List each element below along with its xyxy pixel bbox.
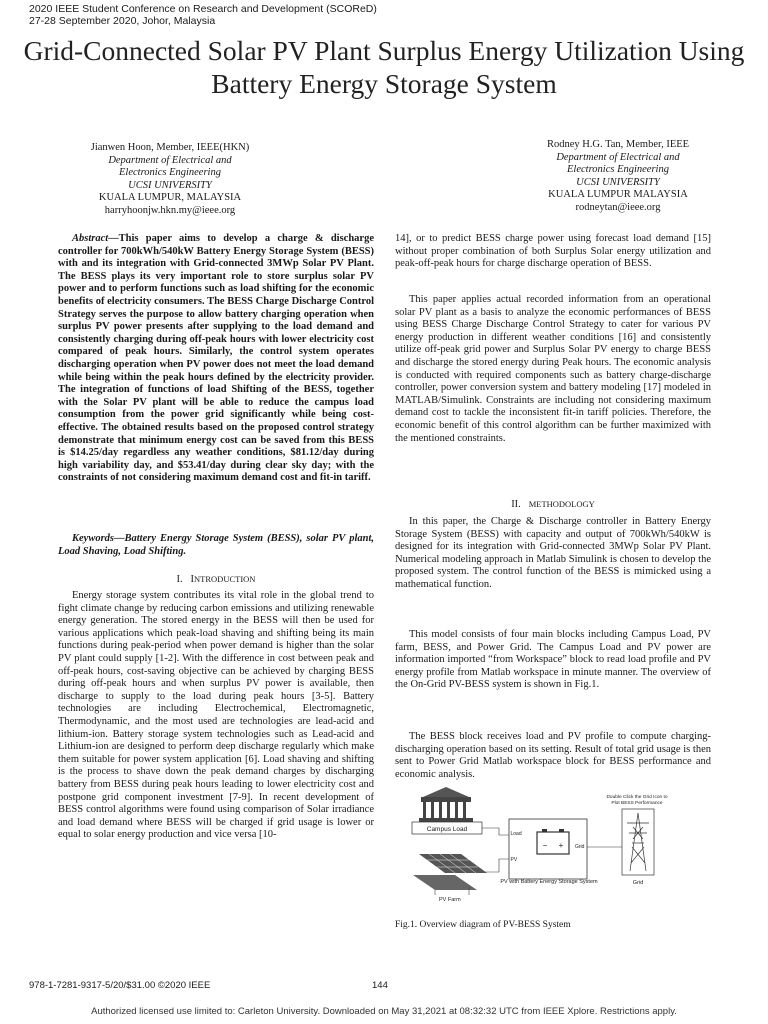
introduction-text: Energy storage system contributes its vital role in the global trend to fight climate change by reducing carbon emissions and utilizing renewable energy generation. The stored energy in the BESS will then be used for various applications which peak-load shaving and shifting being its main functions during peak-period when power demand is higher than the solar PV plant could supply [1-2]. With the difference in cost between peak and off-peak hours, cost-saving objective can be achieved by charging BESS during off-peak hours and when surplus PV power is available, then discharge to supply to the load during peak hours [3-5]. Battery technologies are including Electrochemical, Electromagnetic, Thermodynamic, and the most used are technologies are lead-acid and lithium-ion. Battery storage system technologies such as Lead-acid and Lithium-ion are designed to perform deep discharge regularly which make them suitable for power system application [6]. Load shaving and shifting is the process to shave down the peak demand charges by discharging battery from BESS during peak hours leading to lower electricity cost and postpone grid component investment [7-9]. In recent development of BESS control algorithms were found using comparison of Solar irradiance and load demand where BESS will be charged if grid usage is lower or equal to solar energy production and vice versa [10- [58,590,374,841]
campus-load-label: Campus Load [426,826,468,833]
grid-label: Grid [632,880,644,886]
author-location: KUALA LUMPUR MALAYSIA [548,189,688,200]
methodology-paragraph-3: The BESS block receives load and PV profile to compute charging-discharging operation based on its setting. Result of total grid usage is then sent to Power Grid Matlab workspace block for BESS performance and economic analysis. [395,731,711,780]
pv-port-label: PV [510,857,518,863]
author-location: KUALA LUMPUR, MALAYSIA [98,192,242,203]
figure-caption: Fig.1. Overview diagram of PV-BESS System [395,920,571,930]
abstract-body: —This paper aims to develop a charge & discharge controller for 700kWh/540kW Battery Energy Storage System (BESS) with and its integration with Grid-connected 3MWp Solar PV Plant. The BESS plays its very important role to store surplus solar PV power and to perform functions such as load shifting for the economic benefits of electricity consumers. The BESS Charge Discharge Control Strategy serves the purpose to allow battery charging operation when surplus PV power presents after supplying to the load demand and consistently charging during off-peak hours with lower electricity cost compared of peak hours. Similarly, the control system operates discharging operation when PV power does not meet the load demand while being within the peak hours defined by the electricity provider. The integration of functions of load Shifting of the BESS, together with the Solar PV plant will be able to reduce the campus load consumption from the power grid significantly while being cost-effective. The obtained results based on the proposed control strategy demonstrate that minimum energy cost can be saved from this BESS is $14.25/day regardless any weather conditions, $81.12/day during high variability day, and $53.41/day during clear sky day; with the constraints of not considering maximum demand cost and fit-in tariff. [58,233,374,484]
load-port-label: Load [510,831,522,837]
footer-isbn: 978-1-7281-9317-5/20/$31.00 ©2020 IEEE [29,980,211,991]
pv-farm-label: PV Farm [439,897,461,902]
battery-plus-sign: + [558,841,564,850]
methodology-paragraph-1: In this paper, the Charge & Discharge controller in Battery Energy Storage System (BESS) with capacity and output of 700kWh/540kW is designed for its integration with Grid-connected 3MWp Solar PV Plant. Numerical modeling approach in Matlab Simulink is chosen to develop the proposed system. The control function of the BESS is mimicked using a mathematical function. [395,516,711,590]
conference-header [29,3,429,27]
author-university: UCSI UNIVERSITY [576,176,660,188]
author-department: Electronics Engineering [119,167,221,178]
author-email[interactable]: rodneytan@ieee.org [575,201,661,213]
solar-panel-icon [413,854,487,895]
grid-note-line1: Double Click the Grid Icon to [606,795,668,800]
section-heading-methodology: II. METHODOLOGY [511,499,595,510]
grid-note-line2: Plot BESS Performance [611,801,663,806]
pv-bess-diagram [409,787,669,902]
abstract [58,233,374,485]
right-column-paragraph-2: This paper applies actual recorded information from an operational solar PV plant as a basis to analyze the economic performances of BESS using BESS Charge Discharge Control Strategy to cater for various PV energy production in different weather conditions [16] and consistently utilize off-peak grid power and Surplus Solar PV energy to charge BESS and discharge the stored energy during Peak hours. The economic analysis is conducted with required components such as battery charge-discharge controller, power conversion system and battery modeling [17] modeled in MATLAB/Simulink. Constraints are including not considering maximum demand cost to tackle the inconsistent fit-in tariff policies. Therefore, the economic benefit of this control algorithm can be further maximized with the mentioned constraints. [395,294,711,444]
conference-date: 27-28 September 2020, Johor, Malaysia [29,15,216,27]
author-department: Electronics Engineering [567,164,669,175]
author-block-1 [50,142,290,217]
campus-building-icon [419,787,473,822]
grid-port-label: Grid [575,844,585,850]
paper-title: Grid-Connected Solar PV Plant Surplus Energy Utilization Using Battery Energy Storage System [23,35,745,99]
author-name: Rodney H.G. Tan, Member, IEEE [546,139,690,150]
section-heading-introduction: I. INTRODUCTION [176,574,256,585]
bess-block-label: PV with Battery Energy Storage System [500,879,598,885]
author-name: Jianwen Hoon, Member, IEEE(HKN) [90,142,250,153]
conference-name: 2020 IEEE Student Conference on Research and Development (SCOReD) [29,3,377,15]
transmission-tower-icon[interactable] [622,809,654,875]
keywords: Keywords—Battery Energy Storage System (BESS), solar PV plant, Load Shaving, Load Shifting. [58,533,374,557]
author-email[interactable]: harryhoonjw.hkn.my@ieee.org [104,204,236,216]
battery-minus-sign: − [542,841,548,850]
license-notice: Authorized licensed use limited to: Carleton University. Downloaded on May 31,2021 at 08:32:32 UTC from IEEE Xplore. Restrictions apply. [91,1006,677,1017]
author-university: UCSI UNIVERSITY [128,179,212,191]
author-department: Department of Electrical and [108,154,232,166]
right-column-paragraph-1: 14], or to predict BESS charge power using forecast load demand [15] without proper combination of both Surplus Solar energy utilization and peak-off-peak hours for charge discharge operation of BESS. [395,233,711,270]
author-block-2 [498,139,738,214]
author-department: Department of Electrical and [556,151,680,163]
page-number: 144 [372,980,388,991]
abstract-lead: Abstract [72,233,109,244]
methodology-paragraph-2: This model consists of four main blocks including Campus Load, PV farm, BESS, and Power Grid. The Campus Load and PV power are information imported “from Workspace” block to read load profile and PV energy profile from Matlab workspace in minute manner. The overview of the On-Grid PV-BESS system is shown in Fig.1. [395,629,711,691]
